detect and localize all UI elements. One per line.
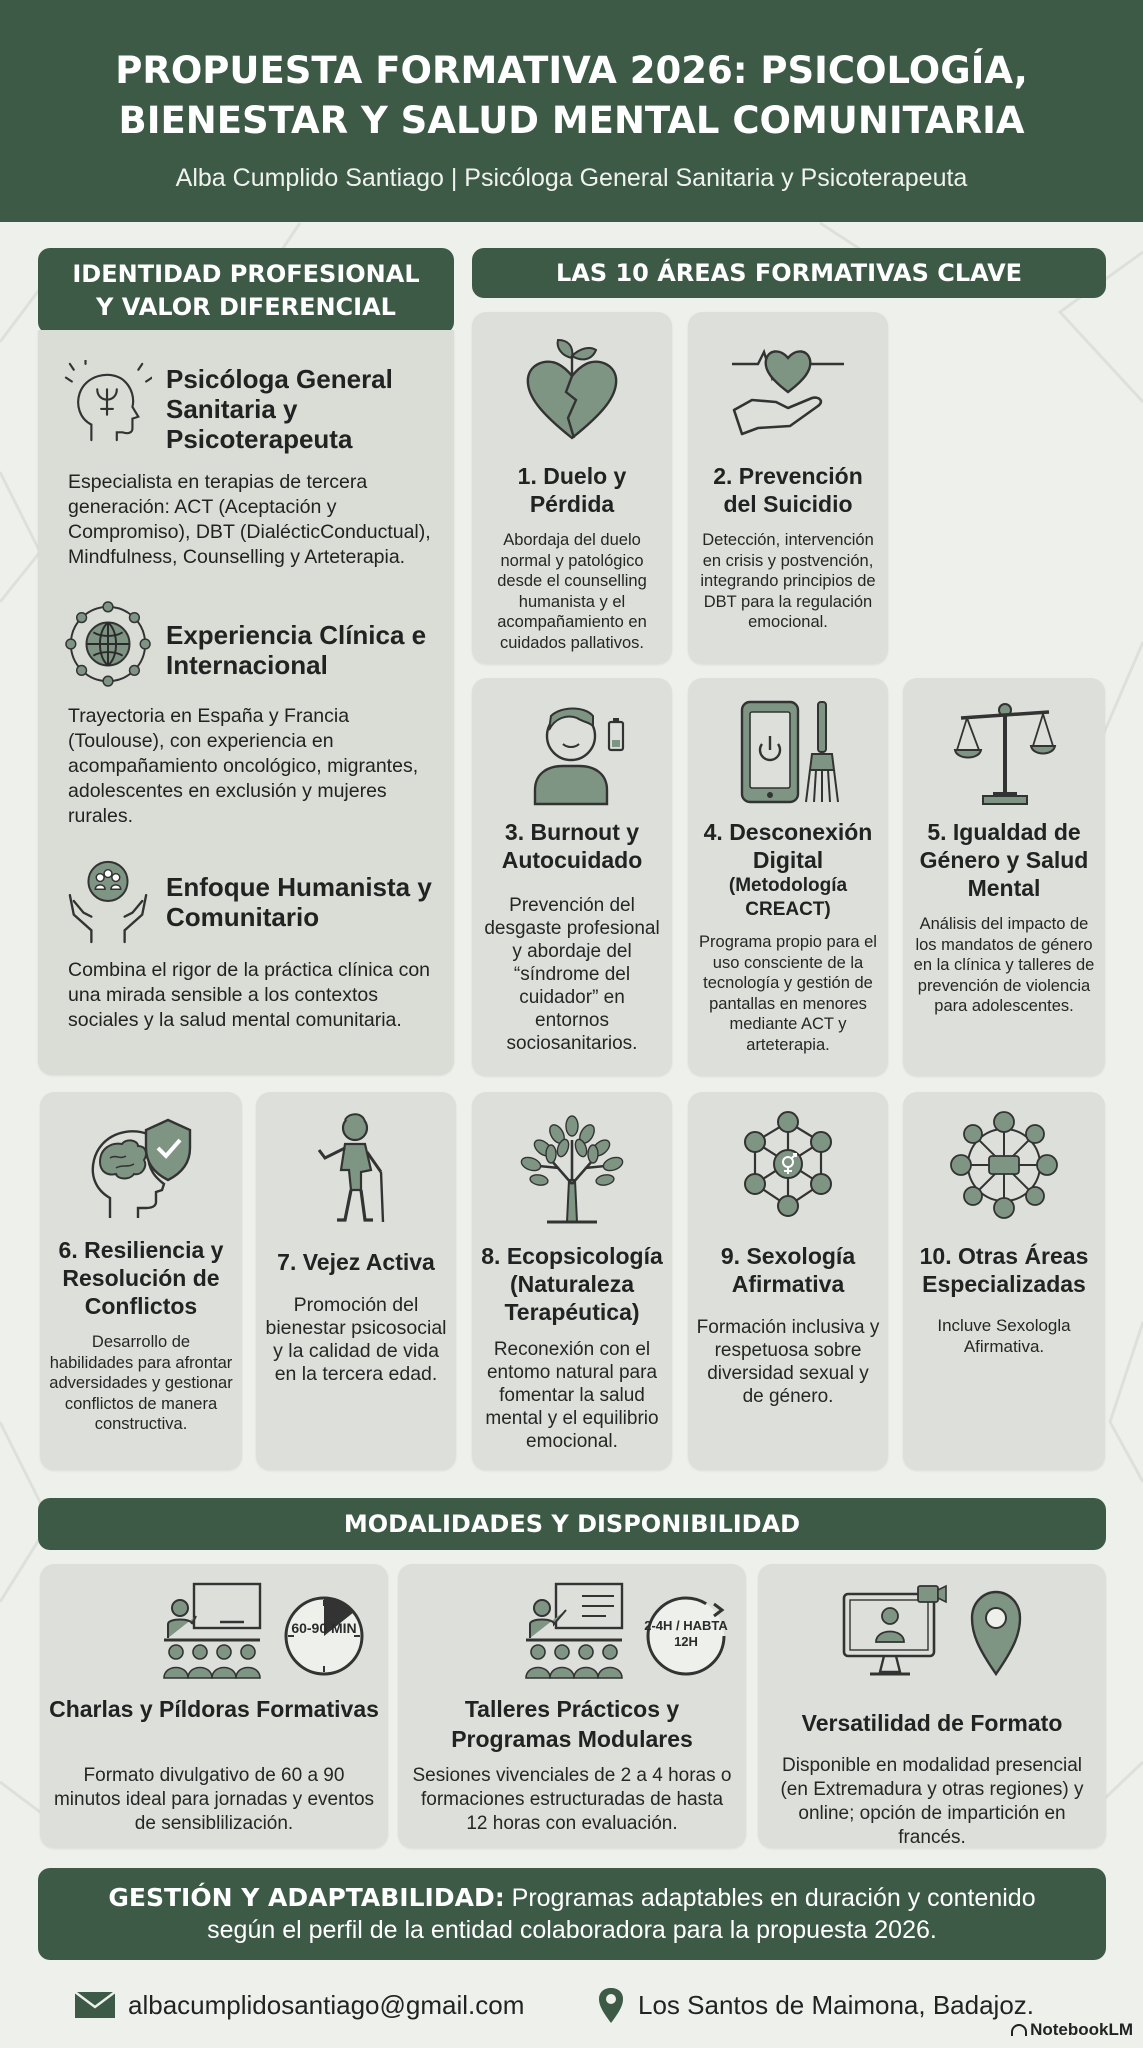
area-card-3 <box>472 678 672 1076</box>
area-desc-4: Programa propio para el uso consciente de la tecnología y gestión de pantallas en menores mediante ACT y arteterapia. <box>699 933 877 1054</box>
area-card-7 <box>256 1092 456 1470</box>
identity-text-3: Combina el rigor de la práctica clínica con una mirada sensible a los contextos sociales y la salud mental comunitaria. <box>68 959 431 1031</box>
banner-text-2: según el perfil de la entidad colaboradora para la propuesta 2026. <box>207 1916 937 1944</box>
identity-title-2: Experiencia Clínica e Internacional <box>166 620 427 680</box>
area-title-3: 3. Burnout y Autocuidado <box>501 819 643 873</box>
identity-text-1: Especialista en terapias de tercera generación: ACT (Aceptación y Compromiso), DBT (DialécticConductual), Mindfulness, Counselling y Arteterapia. <box>68 471 431 568</box>
area-title-2: 2. Prevención del Suicidio <box>713 463 863 517</box>
area-title-7: 7. Vejez Activa <box>277 1249 435 1275</box>
mode-card-1 <box>40 1564 388 1848</box>
mode-card-2 <box>398 1564 746 1848</box>
banner-label: GESTIÓN Y ADAPTABILIDAD: <box>108 1883 505 1912</box>
area-desc-6: Desarrollo de habilidades para afrontar adversidades y gestionar conflictos de manera constructiva. <box>49 1333 233 1433</box>
contact-email[interactable] <box>74 1985 594 2025</box>
area-desc-7: Promoción del bienestar psicosocial y la calidad de vida en la tercera edad. <box>265 1294 447 1385</box>
mode-title-3: Versatilidad de Formato <box>801 1710 1063 1736</box>
mode-desc-3: Disponible en modalidad presencial (en Extremadura y otras regiones) y online; opción de impartición en francés. <box>780 1755 1084 1848</box>
area-card-1 <box>472 312 672 664</box>
phone-brush-icon <box>738 698 848 808</box>
location-pin-icon <box>968 1588 1024 1678</box>
monitor-video-icon <box>840 1584 950 1684</box>
area-desc-3: Prevención del desgaste profesional y abordaje del “síndrome del cuidador” en entornos sociosanitarios. <box>484 895 660 1054</box>
area-title-5: 5. Igualdad de Género y Salud Mental <box>919 819 1089 901</box>
elder-cane-icon <box>311 1110 401 1226</box>
area-card-6 <box>40 1092 242 1470</box>
broken-heart-sprout-icon <box>522 334 622 444</box>
area-title-1: 1. Duelo y Pérdida <box>517 463 627 517</box>
timer-badge-2: 2-4H / HABTA 12H <box>644 1618 728 1649</box>
area-desc-10: Incluve Sexologla Afirmativa. <box>937 1316 1071 1356</box>
adaptability-banner <box>38 1868 1106 1960</box>
tree-icon <box>517 1110 627 1226</box>
gender-network-icon <box>733 1110 843 1220</box>
modes-heading: MODALIDADES Y DISPONIBILIDAD <box>38 1498 1106 1550</box>
area-card-8 <box>472 1092 672 1470</box>
lecture-icon <box>160 1580 264 1684</box>
mode-title-2: Talleres Prácticos y Programas Modulares <box>451 1696 693 1752</box>
area-title-10: 10. Otras Áreas Especializadas <box>919 1243 1089 1297</box>
identity-title-3: Enfoque Humanista y Comunitario <box>166 872 432 932</box>
page-title: PROPUESTA FORMATIVA 2026: PSICOLOGÍA, BIENESTAR Y SALUD MENTAL COMUNITARIA <box>115 49 1028 142</box>
brain-shield-icon <box>86 1114 196 1224</box>
area-desc-2: Detección, intervención en crisis y postvención, integrando principios de DBT para la regulación emocional. <box>700 531 876 631</box>
timer-icon <box>282 1594 366 1678</box>
hands-community-icon <box>64 856 152 944</box>
area-card-2 <box>688 312 888 664</box>
mode-title-1: Charlas y Píldoras Formativas <box>49 1696 379 1722</box>
area-desc-1: Abordaja del duelo normal y patológico desde el counselling humanista y el acompañamiento en cuidados pallativos. <box>497 531 647 652</box>
workshop-icon <box>522 1580 626 1684</box>
notebooklm-logo-icon <box>1011 2024 1027 2036</box>
area-card-4 <box>688 678 888 1076</box>
area-subtitle-4: (Metodología CREACT) <box>728 875 848 920</box>
psi-head-icon <box>64 360 152 448</box>
area-desc-9: Formación inclusiva y respetuosa sobre diversidad sexual y de género. <box>696 1317 880 1407</box>
brand-watermark <box>1011 2020 1133 2040</box>
globe-network-icon <box>64 600 152 688</box>
area-card-9 <box>688 1092 888 1470</box>
area-desc-8: Reconexión con el entomo natural para fomentar la salud mental y el equilibrio emocional. <box>485 1339 659 1452</box>
area-title-9: 9. Sexología Afirmativa <box>720 1243 856 1297</box>
envelope-icon <box>74 1991 116 2019</box>
contact-location <box>598 1985 1108 2025</box>
map-pin-icon <box>598 1987 624 2025</box>
scales-icon <box>953 698 1057 808</box>
area-title-8: 8. Ecopsicología (Naturaleza Terapéutica) <box>481 1243 663 1325</box>
identity-panel <box>38 330 454 1075</box>
page-subtitle: Alba Cumplido Santiago | Psicóloga General Sanitaria y Psicoterapeuta <box>175 164 968 192</box>
timer-badge: 60-90 MIN <box>291 1620 357 1636</box>
mode-desc-1: Formato divulgativo de 60 a 90 minutos ideal para jornadas y eventos de sensiblilización. <box>53 1765 375 1834</box>
area-card-5 <box>903 678 1105 1076</box>
area-title-4: 4. Desconexión Digital <box>703 819 873 873</box>
brand-text: NotebookLM <box>1030 2020 1133 2039</box>
mode-card-3 <box>758 1564 1106 1848</box>
area-card-10 <box>903 1092 1105 1470</box>
mode-desc-2: Sesiones vivenciales de 2 a 4 horas o formaciones estructuradas de hasta 12 horas con evaluación. <box>412 1765 732 1834</box>
identity-text-2: Trayectoria en España y Francia (Toulouse), con experiencia en acompañamiento oncológico, migrantes, adolescentes en exclusión y mujeres rurales. <box>68 705 419 827</box>
hub-network-icon <box>949 1110 1059 1220</box>
identity-title-1: Psicóloga General Sanitaria y Psicoterapeuta <box>166 364 393 454</box>
person-battery-icon <box>527 698 627 808</box>
location-text: Los Santos de Maimona, Badajoz. <box>638 1990 1035 2020</box>
banner-text-1: Programas adaptables en duración y contenido <box>511 1884 1036 1912</box>
email-text[interactable]: albacumplidosantiago@gmail.com <box>128 1990 525 2020</box>
area-title-6: 6. Resiliencia y Resolución de Conflictos <box>58 1237 224 1319</box>
header <box>0 0 1143 222</box>
areas-heading: LAS 10 ÁREAS FORMATIVAS CLAVE <box>472 248 1106 298</box>
heart-hand-icon <box>728 340 848 440</box>
area-desc-5: Análisis del impacto de los mandatos de género en la clínica y talleres de prevención de violencia para adolescentes. <box>913 915 1095 1015</box>
identity-heading: IDENTIDAD PROFESIONAL Y VALOR DIFERENCIAL <box>38 248 454 334</box>
timer-icon-2 <box>644 1594 728 1678</box>
